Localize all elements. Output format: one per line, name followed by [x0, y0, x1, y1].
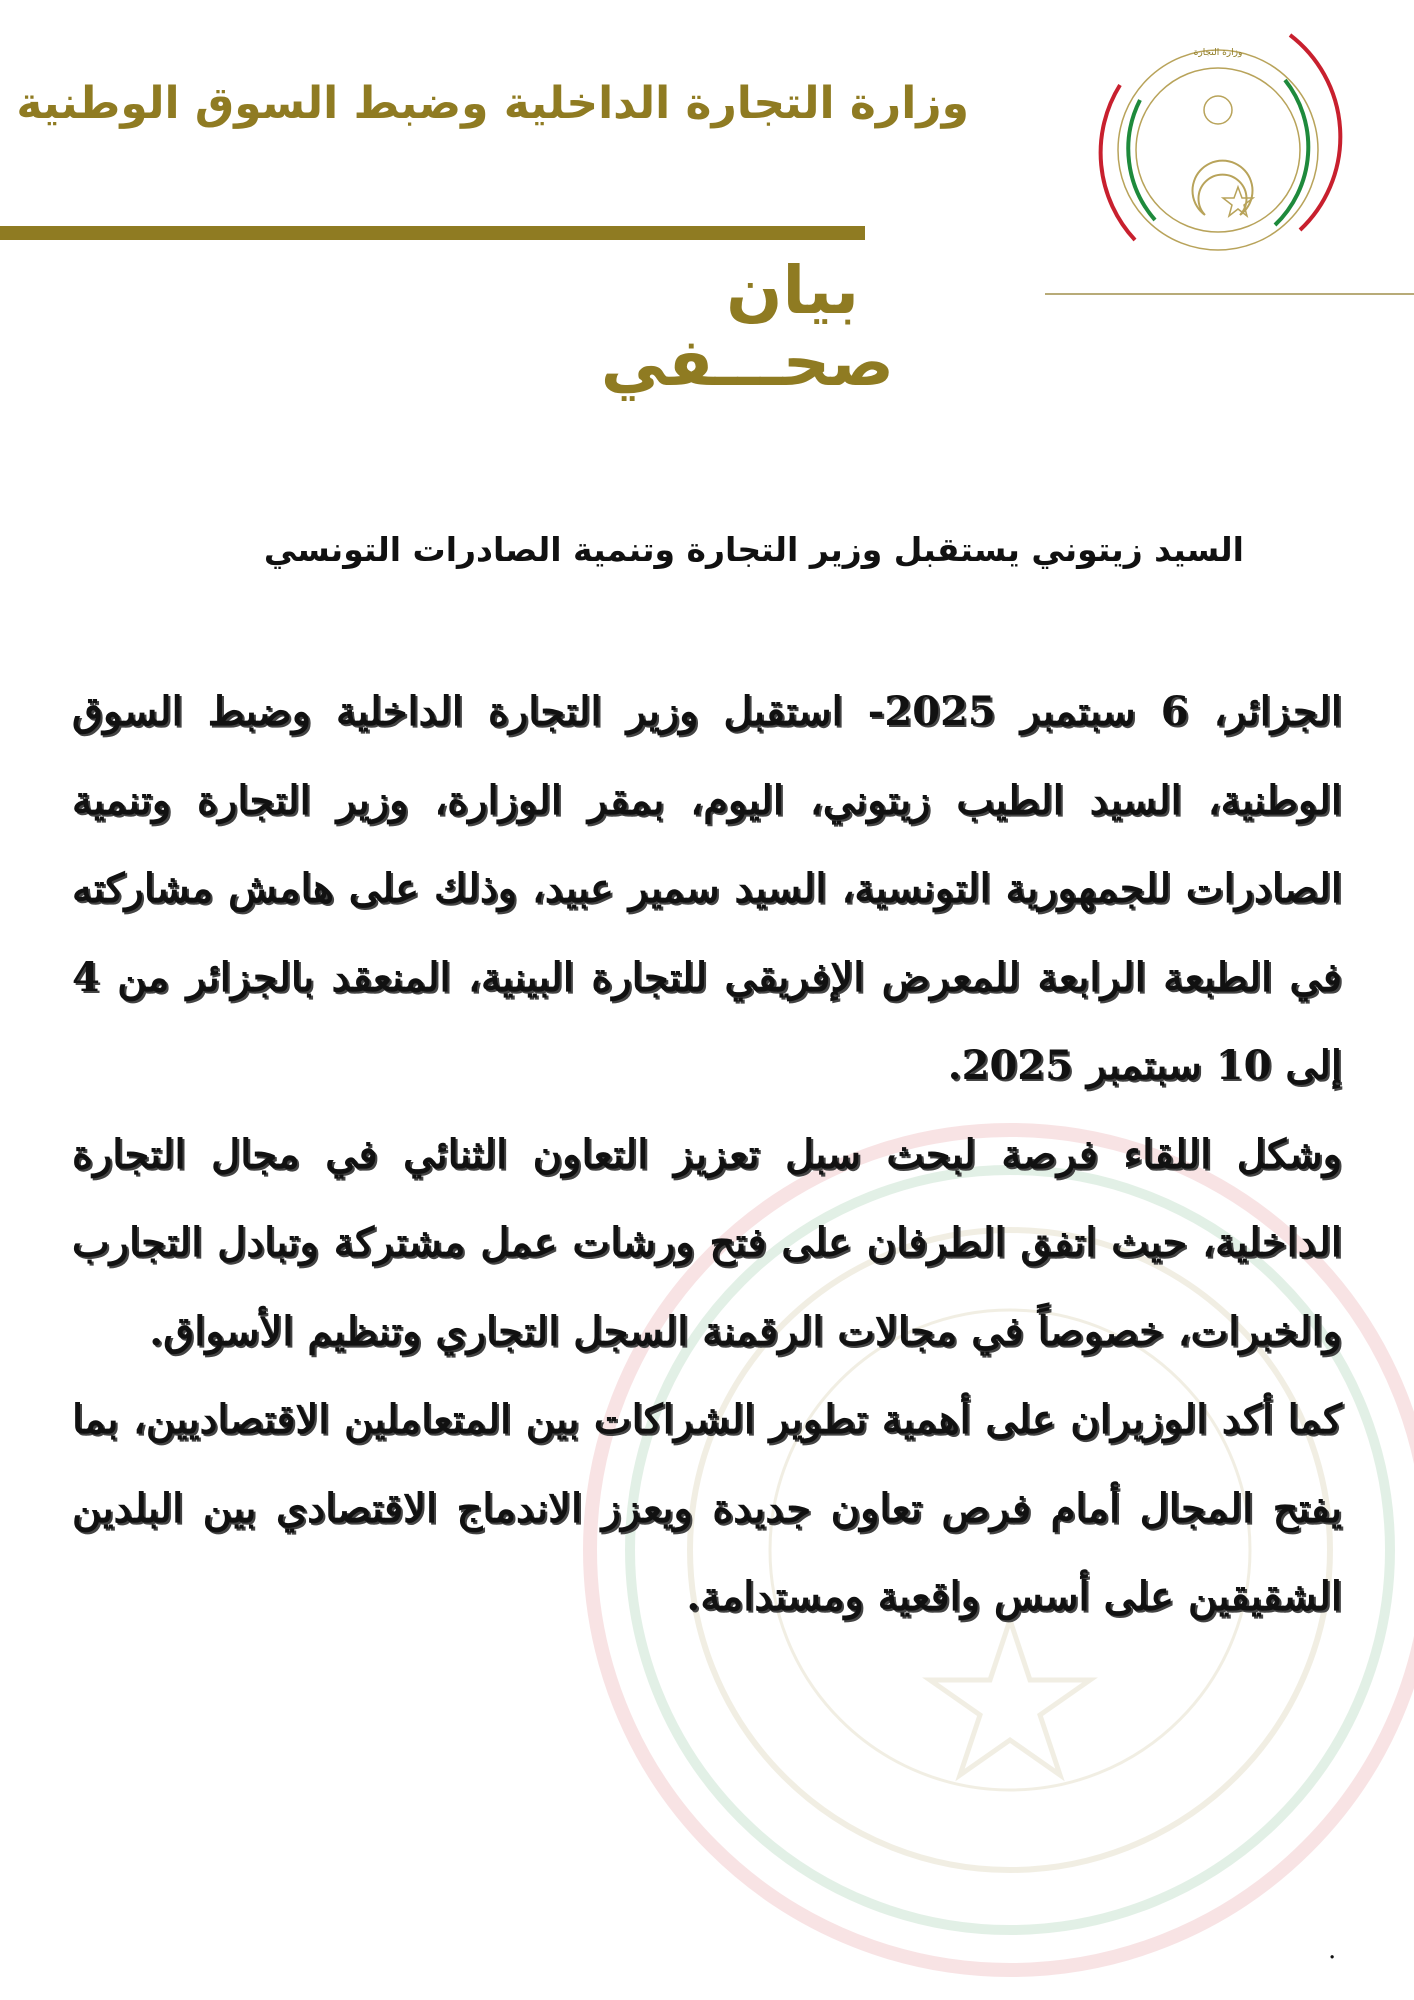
- ministry-name: وزارة التجارة الداخلية وضبط السوق الوطنية: [16, 78, 969, 129]
- document-type-label: [600, 252, 894, 401]
- doc-type-line1: بيان: [726, 252, 859, 329]
- footer-mark: .: [1328, 1935, 1337, 1965]
- svg-text:ﻭﺯﺍﺭﺓ ﺍﻟﺘﺠﺎﺭﺓ: ﻭﺯﺍﺭﺓ ﺍﻟﺘﺠﺎﺭﺓ: [1193, 48, 1243, 58]
- article-headline: السيد زيتوني يستقبل وزير التجارة وتنمية الصادرات التونسي: [263, 530, 1244, 569]
- paragraph: وشكل اللقاء فرصة لبحث سبل تعزيز التعاون الثنائي في مجال التجارة الداخلية، حيث اتفق الطرفان على فتح ورشات عمل مشتركة وتبادل التجارب والخبرات، خصوصاً في مجالات الرقمنة السجل التجاري وتنظيم الأسواق.: [72, 1130, 1342, 1355]
- article-body: [72, 668, 1342, 1642]
- paragraph: كما أكد الوزيران على أهمية تطوير الشراكات بين المتعاملين الاقتصاديين، بما يفتح المجال أمام فرص تعاون جديدة ويعزز الاندماج الاقتصادي بين البلدين الشقيقين على أسس واقعية ومستدامة.: [72, 1396, 1342, 1620]
- logo-underline: [1045, 293, 1414, 295]
- header-divider-bar: [0, 226, 865, 240]
- paragraph: الجزائر، 6 سبتمبر 2025- استقبل وزير التجارة الداخلية وضبط السوق الوطنية، السيد الطيب زيتوني، اليوم، بمقر الوزارة، وزير التجارة وتنمية الصادرات للجمهورية التونسية، السيد سمير عبيد، وذلك على هامش مشاركته في الطبعة الرابعة للمعرض الإفريقي للتجارة البينية، المنعقد بالجزائر من 4 إلى 10 سبتمبر 2025.: [72, 688, 1343, 1089]
- doc-type-line2: صحـــفي: [600, 324, 894, 401]
- ministry-emblem-icon: [1075, 15, 1365, 270]
